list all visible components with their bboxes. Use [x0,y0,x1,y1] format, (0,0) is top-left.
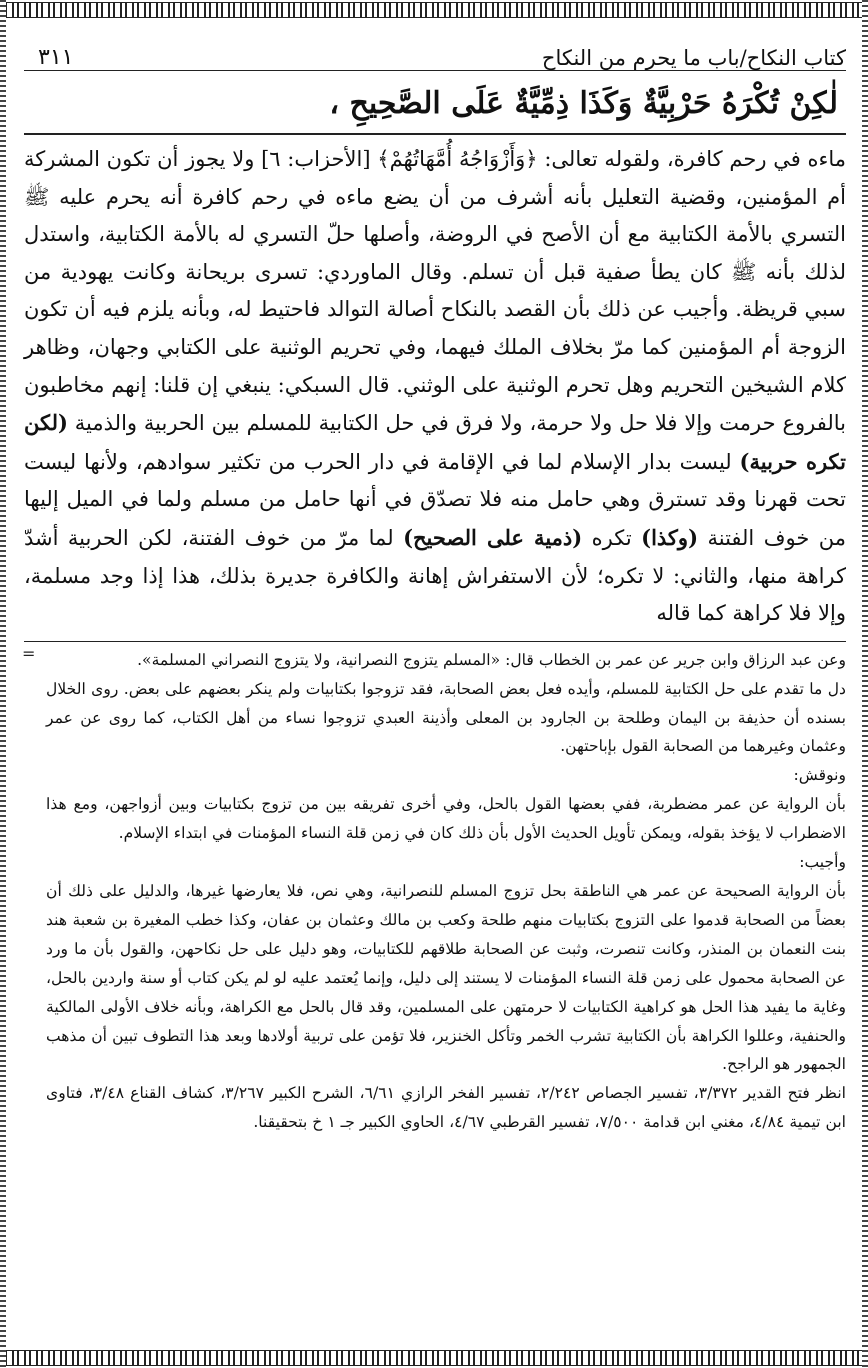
book-page [24,26,846,1342]
continuation-mark: = [22,643,36,663]
commentary-paragraph [24,141,846,633]
footnote-paragraph: بأن الرواية الصحيحة عن عمر هي الناطقة بحل تزوج المسلم للنصرانية، وهي نص، فلا يعارضها غيرها، والدليل على ذلك أن بعضاً من الصحابة قدموا على التزوج بكتابيات منهم طلحة وكعب بن مالك وعثمان بن عفان، وكذا خطب المغيرة بن شعبة هند بنت النعمان بن المنذر، وكانت تنصرت، وثبت عن الصحابة طلاقهم للكتابيات، وهو دليل على حل نكاحهن، والقول بأن ما ورد عن الصحابة محمول على زمن قلة النساء المؤمنات لا يستند إلى دليل، وإنما يُعتمد عليه لو لم يكن كتاب أو سنة واردين بالحل، وغاية ما يفيد هذا الحل هو كراهية الكتابيات لا حرمتهن على المسلمين، وقد قال بالحل مع الكراهة، وبأنه خلاف الأولى المالكية والحنفية، وعللوا الكراهة بأن الكتابية تشرب الخمر وتأكل الخنزير، فلا تؤمن على تربية أولادها وبعد هذا التطوف تبين أن مذهب الجمهور هو الراجح. [46,881,846,1074]
top-ornamental-border [0,2,868,18]
footnote-paragraph: وعن عبد الرزاق وابن جرير عن عمر بن الخطاب قال: «المسلم يتزوج النصرانية، ولا يتزوج النصراني المسلمة». [137,650,846,669]
right-page-edge [862,0,868,1368]
footnote-heading: ونوقش: [793,766,846,785]
commentary-segment: ليست بدار الإسلام لما في الإقامة في دار الحرب من تكثير سوادهم، ولأنها ليست تحت قهرنا وقد تسترق وهي حامل منه فلا تصدّق في أنها حامل من مسلم ولما في الميل إليها من خوف الفتنة [24,449,846,550]
matn-text: لٰكِنْ تُكْرَهُ حَرْبِيَّةٌ وَكَذَا ذِمِّيَّةٌ عَلَى الصَّحِيحِ ، [24,81,846,135]
footnote-heading: وأجيب: [799,853,846,872]
running-title: كتاب النكاح/باب ما يحرم من النكاح [541,46,846,70]
commentary-text [24,141,846,633]
commentary-segment: ماءه في رحم كافرة، ولقوله تعالى: ﴿وَأَزْوَاجُهُ أُمَّهَاتُهُمْ﴾ [الأحزاب: ٦] ولا يجوز أن تكون المشركة أم المؤمنين، وقضية التعليل بأنه أشرف من أن يضع ماءه في رحم كافرة أنه يحرم عليه ﷺ التسري بالأمة الكتابية مع أن الأصح في الروضة، وأصلها حلّ التسري له بالأمة الكتابية، واستدل لذلك بأنه ﷺ كان يطأ صفية قبل أن تسلم. وقال الماوردي: تسرى بريحانة وكانت يهودية من سبي قريظة. وأجيب عن ذلك بأن القصد بالنكاح أصالة التوالد فاحتيط له، وبأنه يلزم فيه أن تكون الزوجة أم المؤمنين كما مرّ بخلاف الملك فيهما، وفي تحريم الوثنية على الكتابي وجهان، وظاهر كلام الشيخين التحريم وهل تحرم الوثنية على الوثني. قال السبكي: ينبغي إن قلنا: إنهم مخاطبون بالفروع حرمت وإلا فلا حل ولا حرمة، ولا فرق في حل الكتابية للمسلم بين الحربية والذمية [24,147,846,436]
page-number: ٣١١ [38,45,74,70]
matn-quote: (لكن تكره حربية) [24,410,846,474]
commentary-segment: تكره [582,525,642,550]
footnotes [22,643,846,1137]
footnote-references: انظر فتح القدير ٣/٣٧٢، تفسير الجصاص ٢/٢٤٢، تفسير الفخر الرازي ٦/٦١، الشرح الكبير ٣/٢٦٧، كشاف القناع ٣/٤٨، فتاوى ابن تيمية ٤/٨٤، مغني ابن قدامة ٧/٥٠٠، تفسير القرطبي ٤/٦٧، الحاوي الكبير جـ ١ خ بتحقيقنا. [46,1084,846,1132]
matn-quote: (وكذا) [641,524,699,550]
left-page-edge [0,0,6,1368]
page-header [24,26,846,71]
footnote-paragraph: دل ما تقدم على حل الكتابية للمسلم، وأيده فعل بعض الصحابة، فقد تزوجوا بكتابيات ولم ينكر بعضهم على بعض. روى الخلال بسنده أن حذيفة بن اليمان وطلحة بن الجارود بن المعلى وأذينة العبدي تزوجوا نساء من أهل الكتاب، كما روى عن عمر وعثمان وغيرهما من الصحابة القول بإباحتهن. [46,679,846,756]
bottom-ornamental-border [0,1350,868,1366]
footnote-paragraph: بأن الرواية عن عمر مضطربة، ففي بعضها القول بالحل، وفي أخرى تفريقه بين من تزوج بكتابيات وبين أزواجهن، ومع هذا الاضطراب لا يؤخذ بقوله، ويمكن تأويل الحديث الأول بأن ذلك كان في زمن قلة النساء المؤمنات في ابتداء الإسلام. [46,795,846,843]
commentary-segment: لما مرّ من خوف الفتنة، لكن الحربية أشدّ كراهة منها، والثاني: لا تكره؛ لأن الاستفراش إهانة والكافرة جديرة بذلك، هذا إذا وجد مسلمة، وإلا فلا كراهة كما قاله [24,525,846,626]
matn-quote: (ذمية على الصحيح) [403,524,583,550]
